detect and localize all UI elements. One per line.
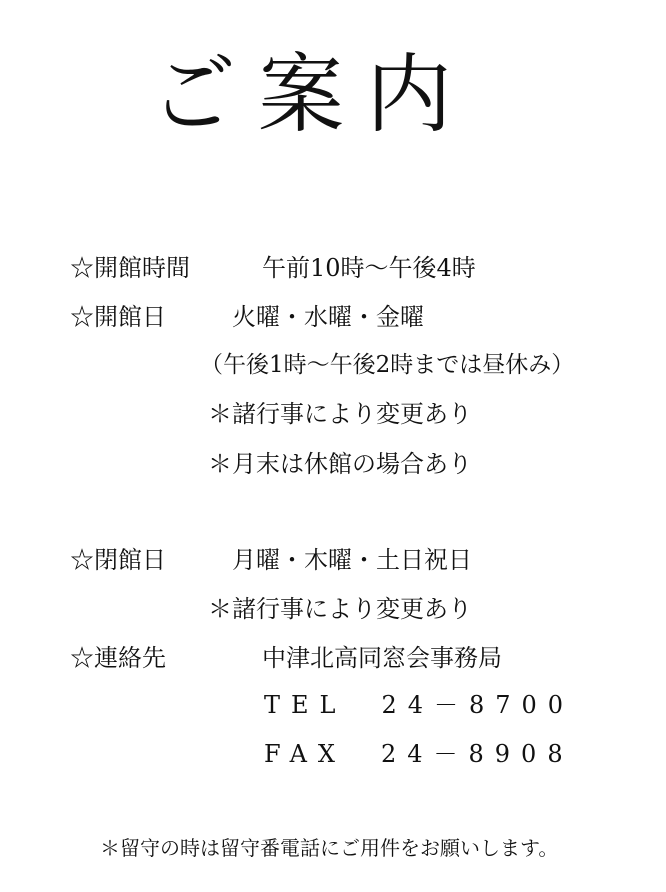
- footer-note: ＊留守の時は留守番電話にご用件をお願いします。: [100, 836, 559, 860]
- month-end-note: ＊月末は休館の場合あり: [208, 450, 472, 478]
- hours-value: 午前10時～午後4時: [262, 254, 476, 282]
- contact-org: 中津北高同窓会事務局: [262, 644, 502, 672]
- contact-fax: FAX 24－8908: [264, 740, 574, 768]
- open-days-value: 火曜・水曜・金曜: [232, 303, 424, 331]
- closed-days-label: ☆閉館日: [70, 546, 166, 574]
- closed-days-event-note: ＊諸行事により変更あり: [208, 595, 472, 623]
- lunch-break-note: （午後1時～午後2時までは昼休み）: [200, 352, 575, 378]
- closed-days-value: 月曜・木曜・土日祝日: [232, 546, 472, 574]
- contact-label: ☆連絡先: [70, 644, 166, 672]
- open-days-label: ☆開館日: [70, 303, 166, 331]
- hours-label: ☆開館時間: [70, 254, 190, 282]
- open-days-event-note: ＊諸行事により変更あり: [208, 400, 472, 428]
- page-title: ご案内: [150, 45, 474, 145]
- contact-tel: TEL 24－8700: [264, 691, 575, 719]
